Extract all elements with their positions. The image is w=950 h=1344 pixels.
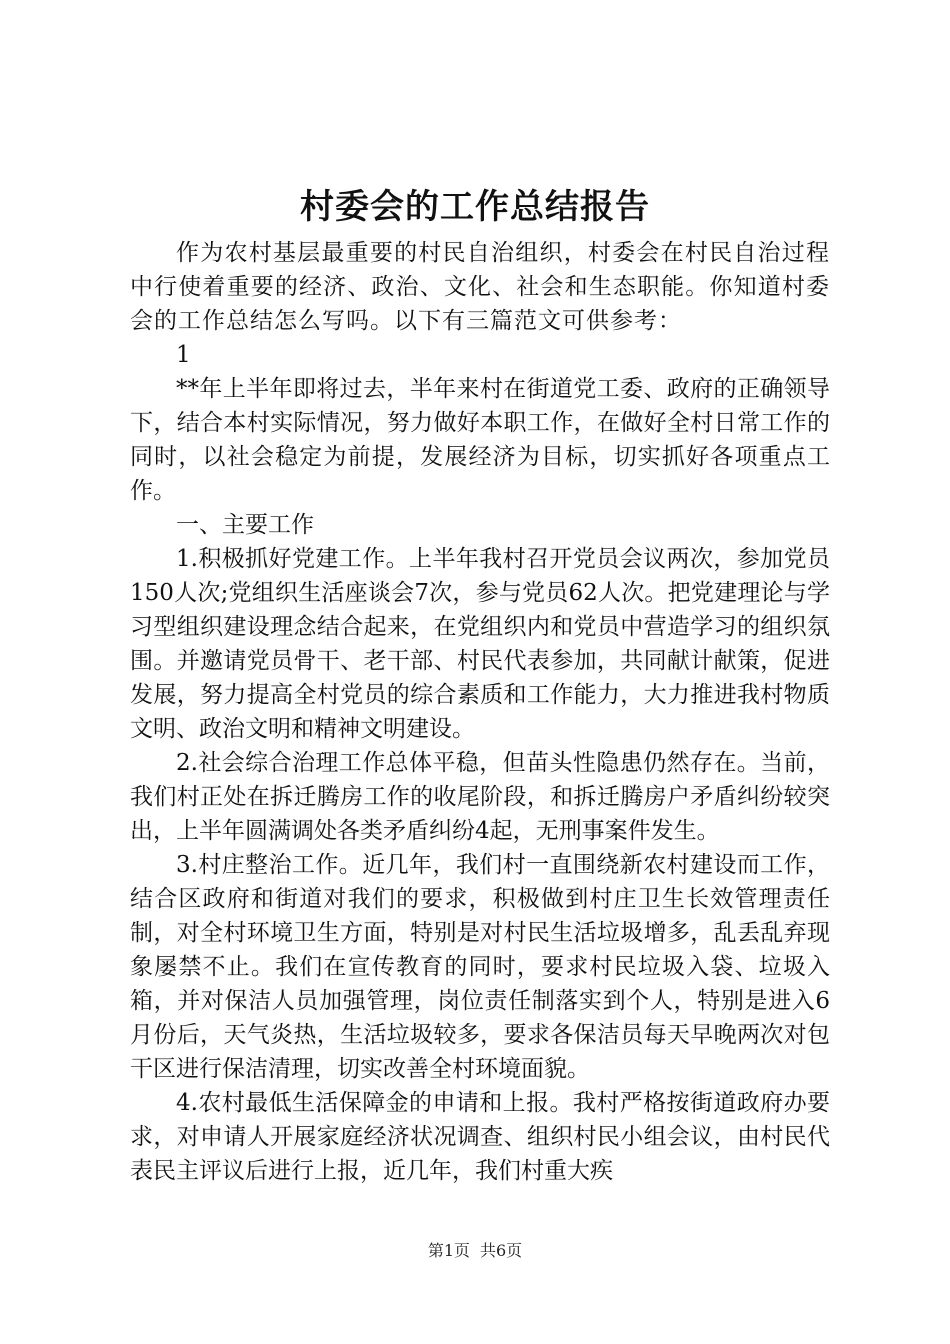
item-paragraph-party-building: 1.积极抓好党建工作。上半年我村召开党员会议两次，参加党员150人次;党组织生活座谈会7次，参与党员62人次。把党建理论与学习型组织建设理念结合起来，在党组织内和党员中营造学习的组织氛围。并邀请党员骨干、老干部、村民代表参加，共同献计献策，促进发展，努力提高全村党员的综合素质和工作能力，大力推进我村物质文明、政治文明和精神文明建设。 — [130, 546, 830, 742]
item-paragraph-social-governance: 2.社会综合治理工作总体平稳，但苗头性隐患仍然存在。当前，我们村正处在拆迁腾房工作的收尾阶段，和拆迁腾房户矛盾纠纷较突出，上半年圆满调处各类矛盾纠纷4起，无刑事案件发生。 — [130, 750, 830, 844]
item-paragraph-village-improvement: 3.村庄整治工作。近几年，我们村一直围绕新农村建设而工作，结合区政府和街道对我们的要求，积极做到村庄卫生长效管理责任制，对全村环境卫生方面，特别是对村民生活垃圾增多，乱丢乱弃现象屡禁不止。我们在宣传教育的同时，要求村民垃圾入袋、垃圾入箱，并对保洁人员加强管理，岗位责任制落实到个人，特别是进入6月份后，天气炎热，生活垃圾较多，要求各保洁员每天早晚两次对包干区进行保洁清理，切实改善全村环境面貌。 — [130, 852, 830, 1082]
document-body — [130, 236, 830, 1188]
section-number: 1 — [176, 342, 191, 368]
document-title: 村委会的工作总结报告 — [300, 187, 650, 227]
page-number: 第1页 — [427, 1241, 470, 1260]
page-total: 共6页 — [480, 1241, 523, 1260]
page-footer — [0, 1240, 950, 1262]
opening-paragraph: **年上半年即将过去，半年来村在街道党工委、政府的正确领导下，结合本村实际情况，努力做好本职工作，在做好全村日常工作的同时，以社会稳定为前提，发展经济为目标，切实抓好各项重点工作。 — [130, 376, 830, 504]
intro-paragraph: 作为农村基层最重要的村民自治组织，村委会在村民自治过程中行使着重要的经济、政治、文化、社会和生态职能。你知道村委会的工作总结怎么写吗。以下有三篇范文可供参考： — [130, 240, 830, 334]
item-paragraph-minimum-living: 4.农村最低生活保障金的申请和上报。我村严格按街道政府办要求，对申请人开展家庭经济状况调查、组织村民小组会议，由村民代表民主评议后进行上报，近几年，我们村重大疾 — [130, 1090, 830, 1184]
section-heading: 一、主要工作 — [176, 512, 314, 538]
